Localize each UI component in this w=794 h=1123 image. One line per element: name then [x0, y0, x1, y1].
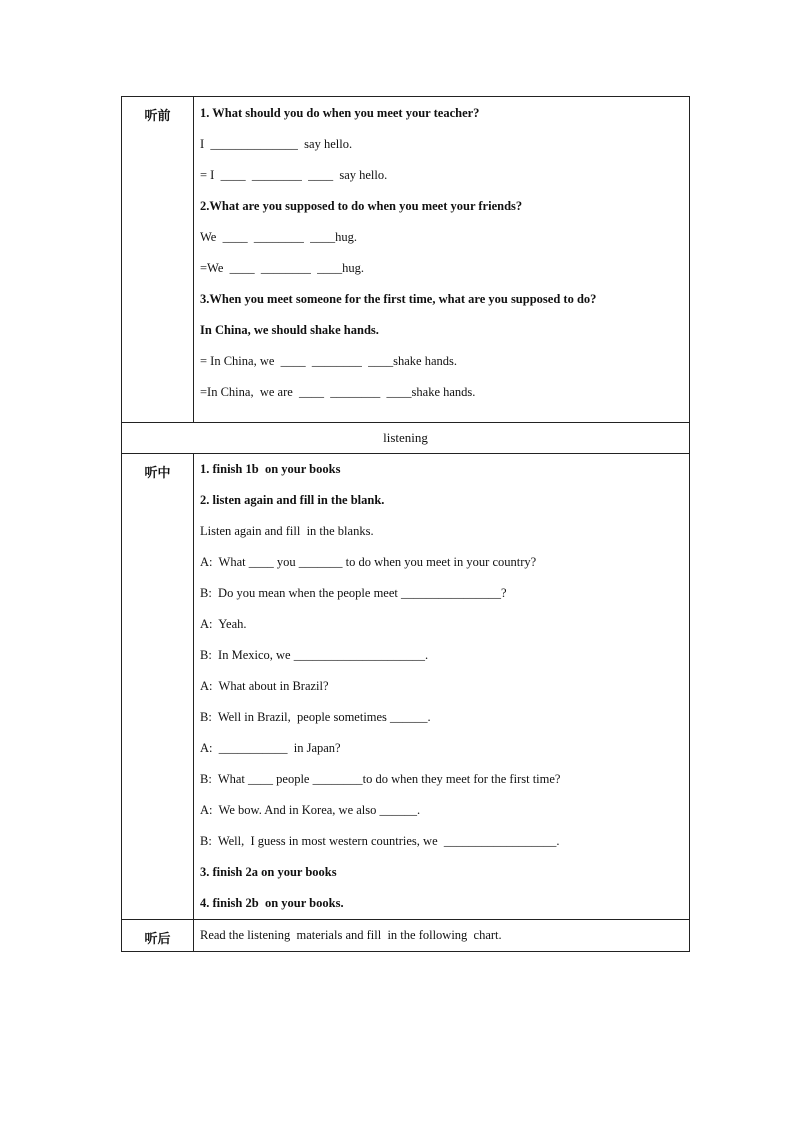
pre-line-3: = I ____ ________ ____ say hello.: [200, 168, 388, 182]
pre-line-10: =In China, we are ____ ________ ____shake hands.: [200, 385, 476, 399]
while-line-11: B: What ____ people ________to do when they meet for the first time?: [200, 772, 561, 786]
while-line-14: 3. finish 2a on your books: [200, 865, 337, 879]
while-line-4: A: What ____ you _______ to do when you meet in your country?: [200, 555, 537, 569]
while-line-6: A: Yeah.: [200, 617, 247, 631]
while-line-2: 2. listen again and fill in the blank.: [200, 493, 385, 507]
post-listening-label: 听后: [122, 920, 194, 952]
while-line-12: A: We bow. And in Korea, we also ______.: [200, 803, 421, 817]
post-line: Read the listening materials and fill in the following chart.: [200, 928, 502, 942]
pre-line-2: I ______________ say hello.: [200, 137, 353, 151]
pre-listening-label: 听前: [122, 97, 194, 423]
while-line-9: B: Well in Brazil, people sometimes ______.: [200, 710, 431, 724]
pre-line-8: In China, we should shake hands.: [200, 323, 379, 337]
while-listening-row: [122, 454, 690, 920]
lesson-table: [121, 96, 690, 952]
while-line-10: A: ___________ in Japan?: [200, 741, 341, 755]
pre-listening-content: [194, 97, 690, 423]
while-line-3: Listen again and fill in the blanks.: [200, 524, 374, 538]
pre-line-6: =We ____ ________ ____hug.: [200, 261, 365, 275]
pre-line-4: 2.What are you supposed to do when you meet your friends?: [200, 199, 523, 213]
while-line-1: 1. finish 1b on your books: [200, 462, 341, 476]
pre-listening-row: [122, 97, 690, 423]
post-listening-row: [122, 920, 690, 952]
pre-line-7: 3.When you meet someone for the first time, what are you supposed to do?: [200, 292, 597, 306]
while-line-5: B: Do you mean when the people meet ________________?: [200, 586, 507, 600]
while-listening-content: [194, 454, 690, 920]
pre-line-1: 1. What should you do when you meet your teacher?: [200, 106, 480, 120]
pre-line-9: = In China, we ____ ________ ____shake hands.: [200, 354, 458, 368]
while-line-8: A: What about in Brazil?: [200, 679, 329, 693]
section-title-row: [122, 423, 690, 454]
pre-line-5: We ____ ________ ____hug.: [200, 230, 357, 244]
while-line-7: B: In Mexico, we _____________________.: [200, 648, 429, 662]
post-listening-content: [194, 920, 690, 952]
while-line-15: 4. finish 2b on your books.: [200, 896, 344, 910]
while-listening-label: 听中: [122, 454, 194, 920]
section-title: listening: [122, 423, 690, 454]
while-line-13: B: Well, I guess in most western countries, we __________________.: [200, 834, 560, 848]
